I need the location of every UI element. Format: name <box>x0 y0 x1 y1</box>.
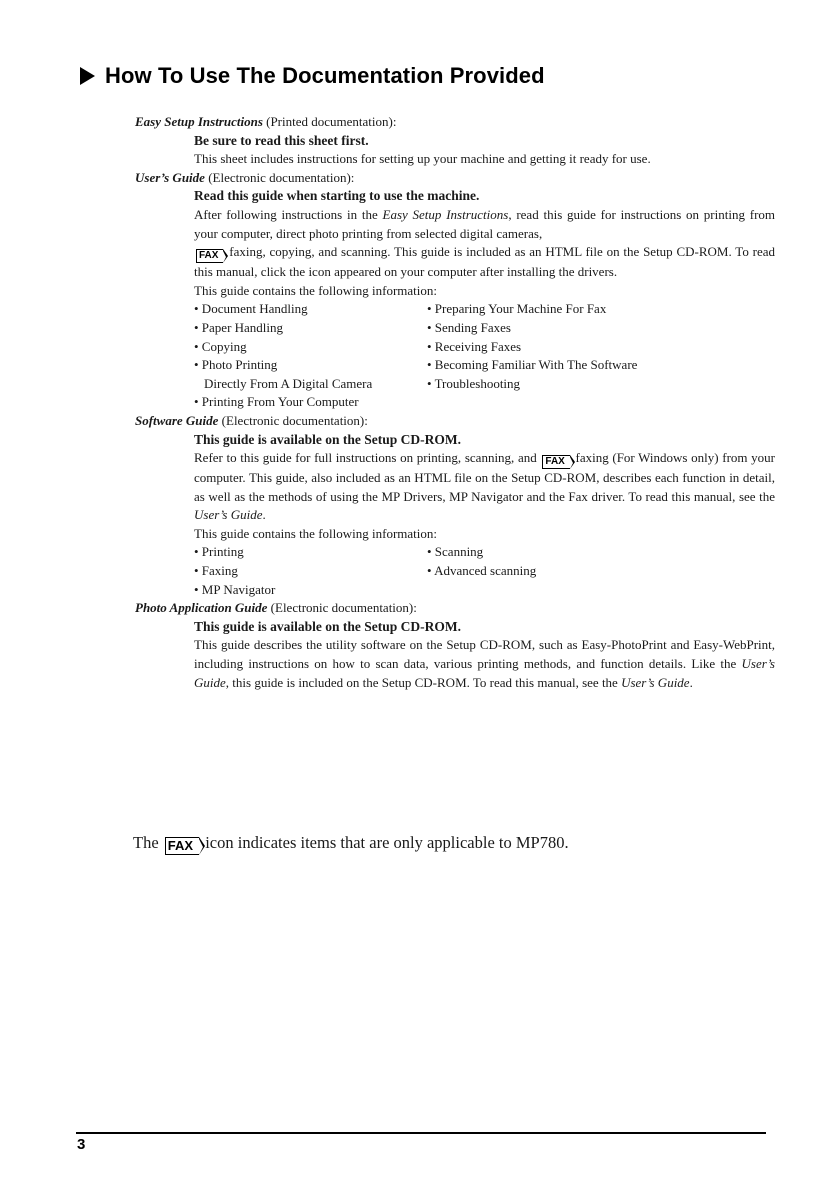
topic-item: • Photo Printing <box>194 357 278 373</box>
doc-body <box>194 618 775 692</box>
doc-users-guide <box>135 169 775 412</box>
page-heading <box>80 60 545 92</box>
topic-item-continuation <box>194 375 427 394</box>
footer-rule <box>76 1132 766 1134</box>
topic-empty <box>427 581 775 600</box>
doc-description <box>194 449 775 525</box>
doc-reference: Easy Setup Instructions <box>382 206 509 222</box>
desc-text: , this guide is included on the Setup CD-ROM. To read this manual, see the <box>225 674 618 690</box>
doc-title: User’s Guide <box>135 169 205 185</box>
topic-item: • Copying <box>194 338 247 354</box>
desc-text: This guide describes the utility software on the Setup CD-ROM, such as Easy-PhotoPrint and Easy-WebPrint, including instructions on how to scan data, various printing methods, and function details. Like the <box>194 637 775 672</box>
desc-text: Refer to this guide for full instructions on printing, scanning, and <box>194 450 537 466</box>
footnote-text: icon indicates items that are only applicable to MP780. <box>205 833 569 852</box>
doc-lead: This guide is available on the Setup CD-ROM. <box>194 431 462 447</box>
topic-item: • Sending Faxes <box>427 319 511 335</box>
doc-body <box>194 132 775 169</box>
doc-easy-setup <box>135 113 775 169</box>
topic-item: • Faxing <box>194 563 238 579</box>
doc-description: This sheet includes instructions for setting up your machine and getting it ready for use. <box>194 151 651 167</box>
doc-lead: This guide is available on the Setup CD-ROM. <box>194 618 462 634</box>
doc-reference: User’s Guide <box>194 656 775 690</box>
topic-continuation: Directly From A Digital Camera <box>204 375 373 391</box>
desc-text: . <box>689 674 693 690</box>
fax-footnote <box>133 833 569 855</box>
contents-intro: This guide contains the following information: <box>194 282 437 298</box>
footnote-text: The <box>133 833 159 852</box>
doc-photo-application-guide <box>135 599 775 692</box>
doc-type: (Electronic documentation): <box>221 412 368 428</box>
page-number: 3 <box>77 1136 86 1153</box>
desc-text: . <box>262 507 266 523</box>
topic-item: • Printing From Your Computer <box>194 394 359 410</box>
contents-intro: This guide contains the following information: <box>194 525 437 541</box>
doc-body <box>194 187 775 412</box>
doc-type: (Printed documentation): <box>266 114 397 129</box>
topic-item: • Advanced scanning <box>427 563 537 579</box>
doc-title: Software Guide <box>135 412 219 428</box>
fax-icon: FAX <box>542 455 569 469</box>
doc-type: (Electronic documentation): <box>270 600 417 616</box>
topic-item: • Printing <box>194 544 244 560</box>
doc-lead: Read this guide when starting to use the machine. <box>194 188 480 204</box>
desc-text: faxing, copying, and scanning. This guide is included as an HTML file on the Setup CD-ROM. To read this manual, click the icon appeared on your computer after installing the drivers. <box>194 244 775 280</box>
doc-header <box>135 412 775 431</box>
topic-list <box>194 543 775 599</box>
triangle-bullet-icon <box>80 67 95 85</box>
topic-item: • Scanning <box>427 544 484 560</box>
topic-item: • Document Handling <box>194 301 308 317</box>
doc-header <box>135 599 775 618</box>
doc-software-guide <box>135 412 775 599</box>
doc-body <box>194 431 775 600</box>
doc-header <box>135 169 775 188</box>
desc-text: faxing (For Windows only) from your computer. This guide, also included as an HTML file on the Setup CD-ROM, describes each function in detail, as well as the methods of using the MP Drivers, MP Navigator and the Fax driver. To read this manual, see the <box>194 450 775 504</box>
fax-icon: FAX <box>196 249 223 263</box>
topic-item: • Preparing Your Machine For Fax <box>427 301 607 317</box>
fax-icon: FAX <box>165 837 199 855</box>
doc-title: Easy Setup Instructions <box>135 114 263 129</box>
topic-empty <box>427 393 775 412</box>
topic-item: • Paper Handling <box>194 319 284 335</box>
topic-item: • Receiving Faxes <box>427 338 522 354</box>
doc-header <box>135 113 775 132</box>
topic-list <box>194 300 775 412</box>
doc-reference: User’s Guide <box>194 507 263 523</box>
doc-type: (Electronic documentation): <box>208 169 355 185</box>
doc-lead: Be sure to read this sheet first. <box>194 132 369 148</box>
doc-reference: User’s Guide <box>621 674 690 690</box>
desc-text: After following instructions in the <box>194 206 378 222</box>
topic-item: • Becoming Familiar With The Software <box>427 357 638 373</box>
doc-title: Photo Application Guide <box>135 600 268 616</box>
topic-item: • MP Navigator <box>194 581 276 597</box>
topic-item: • Troubleshooting <box>427 375 521 391</box>
doc-description <box>194 636 775 692</box>
page-title: How To Use The Documentation Provided <box>105 63 545 88</box>
documentation-list <box>135 113 775 692</box>
doc-description <box>194 206 775 282</box>
desc-text: , read this guide for instructions on printing from your computer, direct photo printing from selected digital cameras, <box>194 206 776 241</box>
